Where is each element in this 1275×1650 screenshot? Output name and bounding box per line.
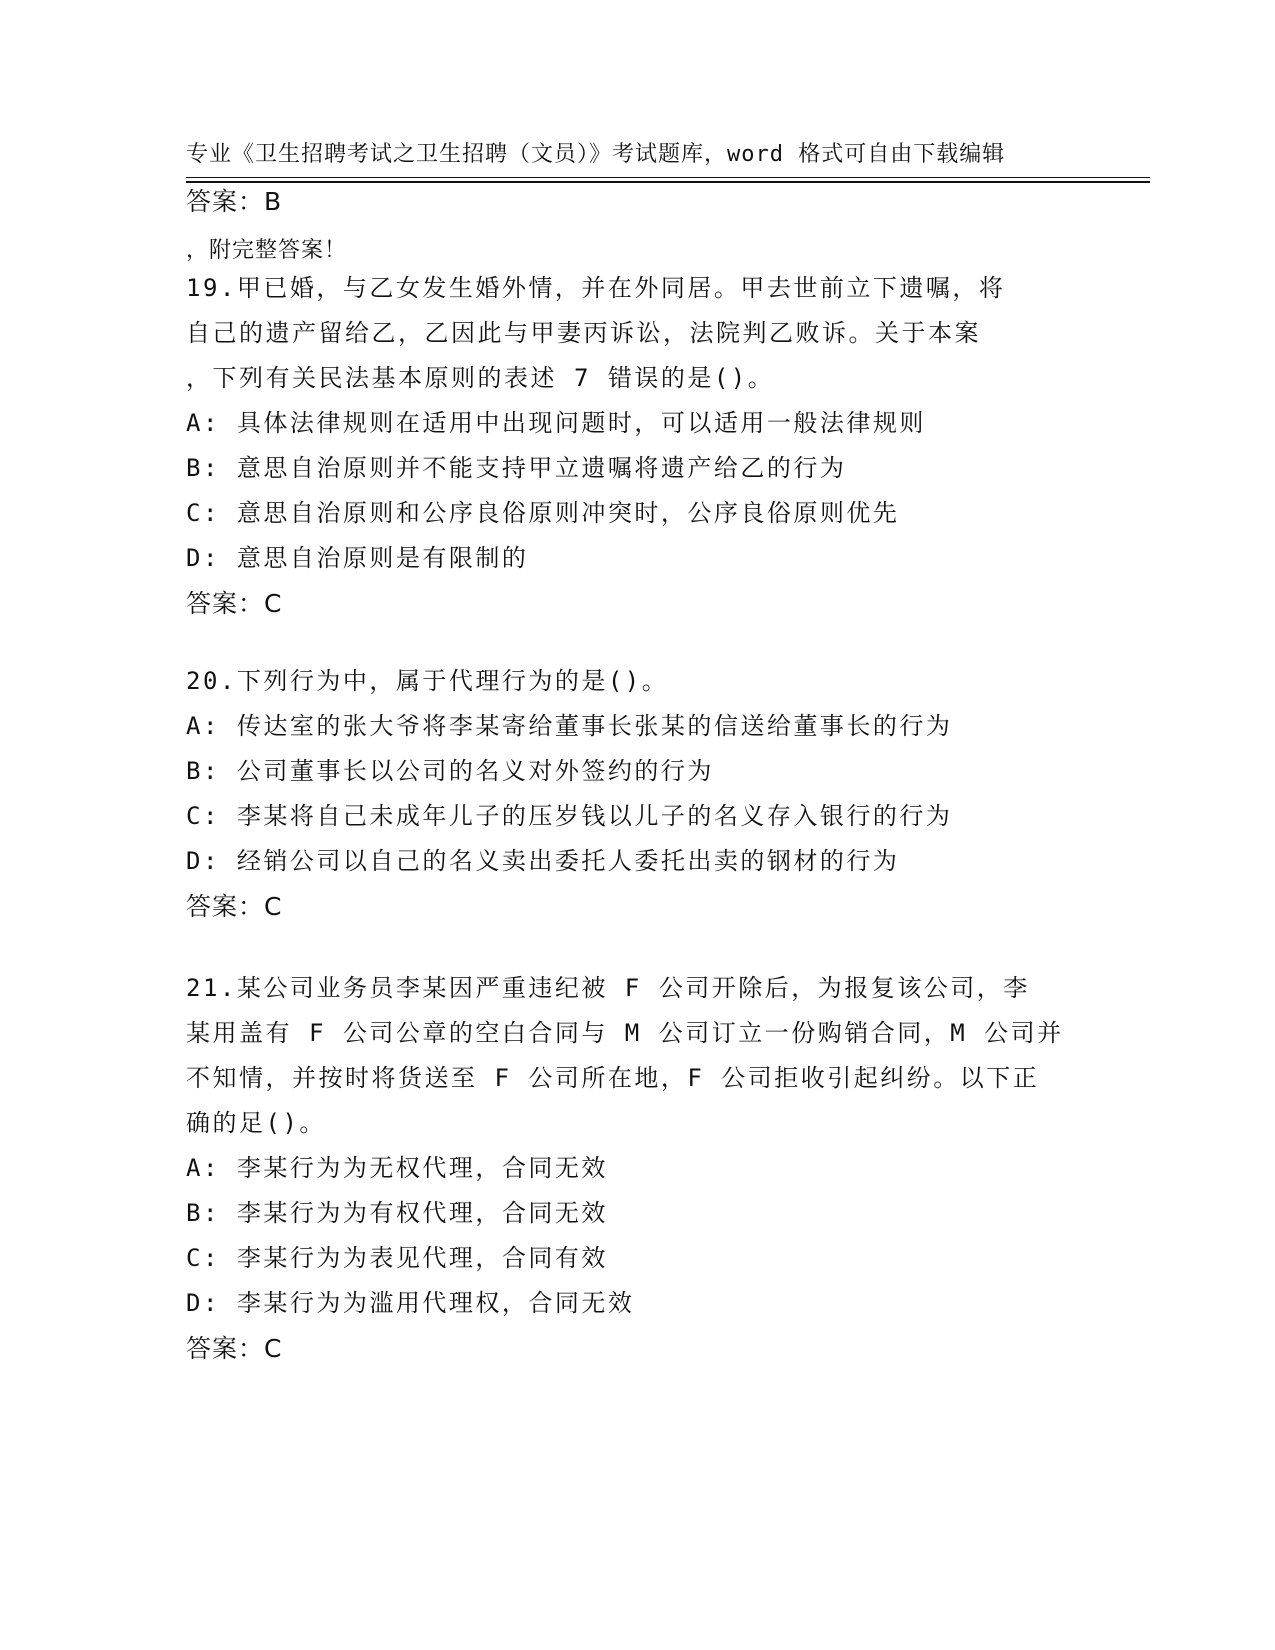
answer: 答案：C	[186, 892, 283, 921]
question-21	[186, 966, 1086, 1371]
option-c: C: 李某将自己未成年儿子的压岁钱以儿子的名义存入银行的行为	[186, 802, 953, 830]
question-stem-line: 自己的遗产留给乙，乙因此与甲妻丙诉讼，法院判乙败诉。关于本案	[186, 319, 981, 347]
option-d: D: 意思自治原则是有限制的	[186, 544, 529, 572]
option-b: B: 公司董事长以公司的名义对外签约的行为	[186, 757, 714, 785]
question-19	[186, 266, 1086, 626]
option-d: D: 李某行为为滥用代理权，合同无效	[186, 1289, 635, 1317]
question-20	[186, 659, 1086, 929]
previous-answer: 答案：B	[186, 187, 283, 216]
header-line-1: 专业《卫生招聘考试之卫生招聘（文员）》考试题库，word 格式可自由下载编辑	[186, 142, 1006, 167]
option-a: A: 具体法律规则在适用中出现问题时，可以适用一般法律规则	[186, 409, 926, 437]
answer: 答案：C	[186, 589, 283, 618]
option-d: D: 经销公司以自己的名义卖出委托人委托出卖的钢材的行为	[186, 847, 900, 875]
question-stem-line: 21.某公司业务员李某因严重违纪被 F 公司开除后，为报复该公司，李	[186, 974, 1030, 1002]
answer: 答案：C	[186, 1334, 283, 1363]
question-stem-line: 19.甲已婚，与乙女发生婚外情，并在外同居。甲去世前立下遗嘱，将	[186, 274, 1006, 302]
header-rule-thick	[186, 181, 1150, 183]
option-a: A: 传达室的张大爷将李某寄给董事长张某的信送给董事长的行为	[186, 712, 953, 740]
option-b: B: 意思自治原则并不能支持甲立遗嘱将遗产给乙的行为	[186, 454, 847, 482]
option-a: A: 李某行为为无权代理，合同无效	[186, 1154, 608, 1182]
question-stem-line: 某用盖有 F 公司公章的空白合同与 M 公司订立一份购销合同，M 公司并	[186, 1019, 1064, 1047]
question-stem-line: 确的足()。	[186, 1109, 326, 1137]
option-c: C: 意思自治原则和公序良俗原则冲突时，公序良俗原则优先	[186, 499, 900, 527]
question-stem-line: ，下列有关民法基本原则的表述 7 错误的是()。	[186, 364, 775, 392]
option-c: C: 李某行为为表见代理，合同有效	[186, 1244, 608, 1272]
header-rule-thin	[186, 177, 1150, 178]
option-b: B: 李某行为为有权代理，合同无效	[186, 1199, 608, 1227]
header-line-2: ，附完整答案！	[186, 238, 348, 263]
question-stem-line: 不知情，并按时将货送至 F 公司所在地，F 公司拒收引起纠纷。以下正	[186, 1064, 1040, 1092]
question-stem-line: 20.下列行为中，属于代理行为的是()。	[186, 667, 669, 695]
